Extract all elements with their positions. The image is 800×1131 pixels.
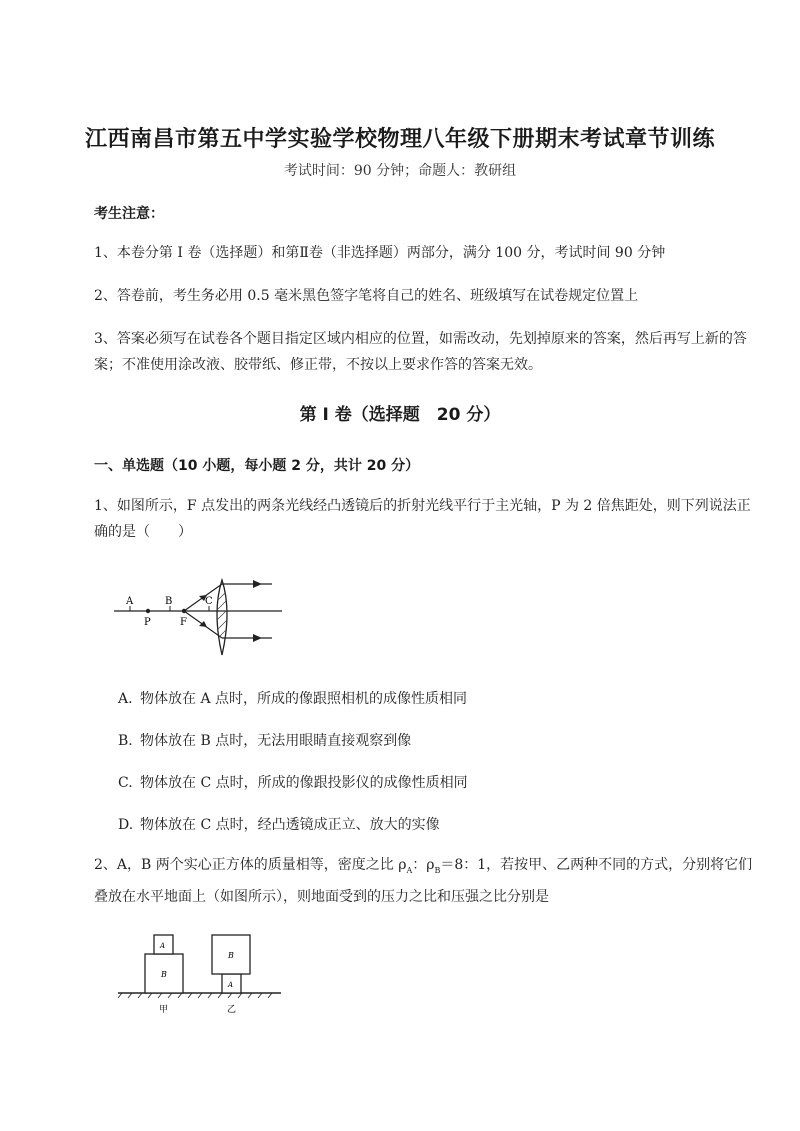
option-a-key: A. (118, 691, 133, 707)
label-b: B (165, 596, 173, 607)
label-yi: 乙 (227, 1005, 237, 1015)
yi-label-b: B (228, 951, 234, 960)
jia-label-b: B (161, 970, 167, 979)
q2-stem-part1: 2、A，B 两个实心正方体的质量相等，密度之比 ρ (94, 857, 407, 873)
option-b[interactable] (118, 730, 411, 750)
lens-diagram (112, 578, 292, 658)
notice-item-1: 1、本卷分第 I 卷（选择题）和第Ⅱ卷（非选择题）两部分，满分 100 分，考试时间 90 分钟 (94, 245, 666, 261)
rho-b-subscript: B (434, 865, 441, 875)
rho-a-subscript: A (406, 865, 413, 875)
option-d[interactable] (118, 814, 440, 834)
exam-info: 考试时间：90 分钟；命题人：教研组 (283, 163, 517, 179)
q2-stem-part2: ：ρ (412, 857, 435, 873)
yi-label-a: A (228, 981, 234, 989)
option-b-key: B. (118, 733, 133, 749)
lens-hatch-2 (217, 600, 227, 610)
option-a-text: 物体放在 A 点时，所成的像跟照相机的成像性质相同 (140, 691, 468, 707)
blocks-diagram (116, 930, 286, 1020)
notice-heading: 考生注意： (94, 206, 164, 222)
option-a[interactable] (118, 688, 467, 708)
option-c[interactable] (118, 772, 468, 792)
arrow-up-refracted (253, 580, 262, 588)
part-heading: 一、单选题（10 小题，每小题 2 分，共计 20 分） (94, 458, 420, 474)
option-b-text: 物体放在 B 点时，无法用眼睛直接观察到像 (140, 733, 412, 749)
section-title: 第 I 卷（选择题 20 分） (299, 405, 501, 425)
label-jia: 甲 (159, 1005, 169, 1015)
page-title: 江西南昌市第五中学实验学校物理八年级下册期末考试章节训练 (84, 127, 715, 152)
option-d-text: 物体放在 C 点时，经凸透镜成正立、放大的实像 (140, 817, 440, 833)
label-f: F (180, 617, 187, 628)
notice-item-3: 3、答案必须写在试卷各个题目指定区域内相应的位置，如需改动，先划掉原来的答案，然后再写上新的答案；不准使用涂改液、胶带纸、修正带，不按以上要求作答的答案无效。 (94, 331, 747, 373)
question-1-stem: 1、如图所示，F 点发出的两条光线经凸透镜后的折射光线平行于主光轴，P 为 2 倍焦距处，则下列说法正确的是（ ） (94, 498, 751, 540)
arrow-down-refracted (253, 634, 262, 642)
lens-hatch-4 (217, 620, 227, 630)
label-c: C (205, 596, 213, 607)
question-2-stem (94, 852, 754, 910)
q2-stem-part3: ＝8：1，若按甲、乙两种不同的方式，分别将它们叠放在水平地面上（如图所示），则地面受到的压力之比和压强之比分别是 (94, 857, 753, 905)
label-a: A (126, 596, 134, 607)
label-p: P (144, 617, 151, 628)
option-c-text: 物体放在 C 点时，所成的像跟投影仪的成像性质相同 (140, 775, 468, 791)
option-d-key: D. (118, 817, 134, 833)
option-c-key: C. (118, 775, 133, 791)
jia-label-a: A (160, 942, 166, 950)
notice-item-2: 2、答卷前，考生务必用 0.5 毫米黑色签字笔将自己的姓名、班级填写在试卷规定位置上 (94, 288, 639, 304)
convex-lens (217, 580, 227, 655)
point-p-dot (146, 609, 150, 613)
